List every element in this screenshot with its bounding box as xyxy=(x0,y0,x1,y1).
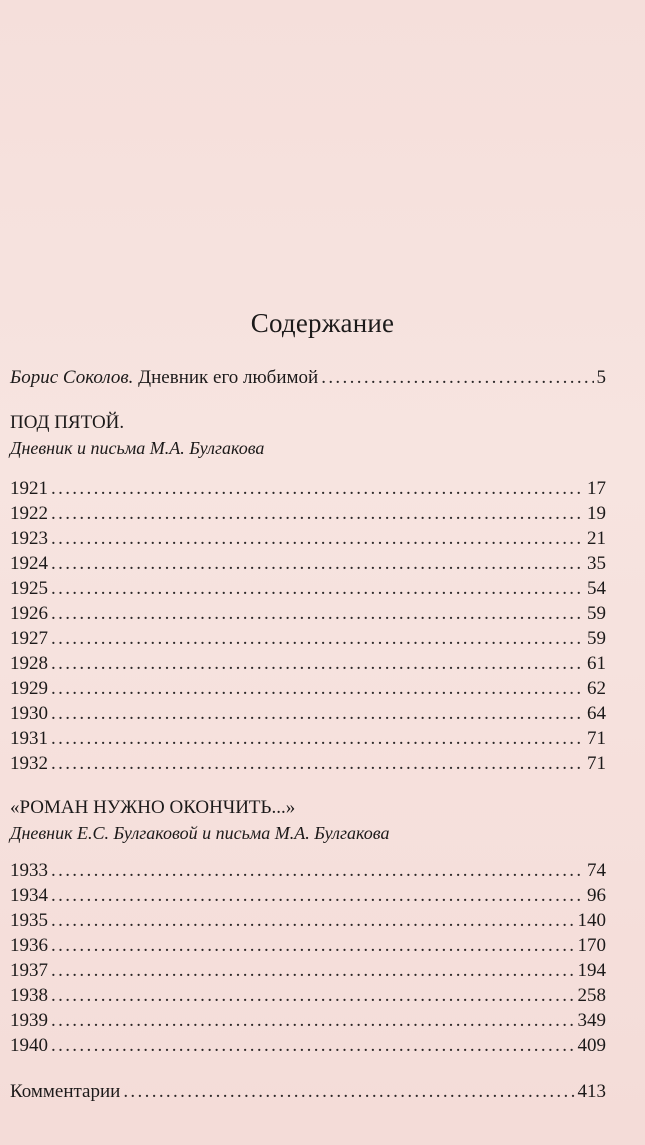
dot-leader xyxy=(51,678,584,700)
toc-entry-year: 1929 xyxy=(10,678,48,699)
intro-author: Борис Соколов. xyxy=(10,367,134,388)
toc-page-number: 35 xyxy=(587,553,606,574)
toc-page-number: 413 xyxy=(577,1081,606,1102)
toc-entry xyxy=(10,528,606,550)
page-title: Содержание xyxy=(250,308,395,338)
toc-entry-year: 1925 xyxy=(10,578,48,599)
toc-entry xyxy=(10,1035,606,1057)
toc-entry xyxy=(10,703,606,725)
toc-entry xyxy=(10,1010,606,1032)
toc-entry-year: 1923 xyxy=(10,528,48,549)
toc-entry xyxy=(10,653,606,675)
toc-entry-comments xyxy=(10,1081,606,1103)
toc-entry xyxy=(10,553,606,575)
toc-page-number: 64 xyxy=(587,703,606,724)
dot-leader xyxy=(51,935,575,957)
toc-page-number: 19 xyxy=(587,503,606,524)
dot-leader xyxy=(51,1035,575,1057)
intro-text: Дневник его любимой xyxy=(133,367,319,388)
dot-leader xyxy=(51,603,584,625)
toc-entry-year: 1936 xyxy=(10,935,48,956)
toc-entry-year: 1924 xyxy=(10,553,48,574)
toc-entry-year: 1926 xyxy=(10,603,48,624)
dot-leader xyxy=(51,860,584,882)
dot-leader xyxy=(51,753,584,775)
toc-page-number: 258 xyxy=(577,985,606,1006)
dot-leader xyxy=(51,553,584,575)
section2-subtitle: Дневник Е.С. Булгаковой и письма М.А. Булгакова xyxy=(10,823,390,843)
toc-page-number: 5 xyxy=(596,367,606,388)
toc-page-number: 21 xyxy=(587,528,606,549)
toc-entry xyxy=(10,753,606,775)
toc-page-number: 194 xyxy=(577,960,606,981)
toc-entry-label: Комментарии xyxy=(10,1081,121,1102)
toc-entry-year: 1934 xyxy=(10,885,48,906)
toc-entry-year: 1937 xyxy=(10,960,48,981)
toc-entry xyxy=(10,678,606,700)
dot-leader xyxy=(51,1010,575,1032)
toc-entry-year: 1939 xyxy=(10,1010,48,1031)
toc-entry-label xyxy=(10,367,318,389)
toc-entry-year: 1931 xyxy=(10,728,48,749)
toc-entry-year: 1940 xyxy=(10,1035,48,1056)
toc-page-number: 349 xyxy=(577,1010,606,1031)
dot-leader xyxy=(51,885,584,907)
toc-entry xyxy=(10,985,606,1007)
dot-leader xyxy=(51,985,575,1007)
toc-entry xyxy=(10,478,606,500)
toc-entry xyxy=(10,578,606,600)
toc-entry-year: 1921 xyxy=(10,478,48,499)
dot-leader xyxy=(51,910,575,932)
toc-page-number: 96 xyxy=(587,885,606,906)
dot-leader xyxy=(51,628,584,650)
toc-entry-year: 1933 xyxy=(10,860,48,881)
toc-page-number: 54 xyxy=(587,578,606,599)
dot-leader xyxy=(51,503,584,525)
toc-page-number: 140 xyxy=(577,910,606,931)
toc-entry-year: 1927 xyxy=(10,628,48,649)
toc-entry xyxy=(10,628,606,650)
toc-entry xyxy=(10,960,606,982)
toc-entry xyxy=(10,603,606,625)
toc-entry-year: 1922 xyxy=(10,503,48,524)
toc-page-number: 59 xyxy=(587,628,606,649)
toc-page-number: 61 xyxy=(587,653,606,674)
dot-leader xyxy=(51,653,584,675)
section1-subtitle: Дневник и письма М.А. Булгакова xyxy=(10,438,265,458)
toc-entry-year: 1938 xyxy=(10,985,48,1006)
toc-entry xyxy=(10,935,606,957)
toc-page-number: 62 xyxy=(587,678,606,699)
toc-entry-year: 1928 xyxy=(10,653,48,674)
section1-title: ПОД ПЯТОЙ. xyxy=(10,412,125,433)
toc-page-number: 71 xyxy=(587,728,606,749)
toc-page-number: 71 xyxy=(587,753,606,774)
dot-leader xyxy=(51,528,584,550)
toc-entry xyxy=(10,503,606,525)
toc-entry xyxy=(10,885,606,907)
toc-page-number: 59 xyxy=(587,603,606,624)
dot-leader xyxy=(123,1081,574,1103)
toc-page-number: 74 xyxy=(587,860,606,881)
toc-entry-intro xyxy=(10,367,606,389)
dot-leader xyxy=(51,728,584,750)
toc-page-number: 409 xyxy=(577,1035,606,1056)
dot-leader xyxy=(321,367,593,389)
toc-page-number: 170 xyxy=(577,935,606,956)
toc-entry xyxy=(10,860,606,882)
toc-entry xyxy=(10,728,606,750)
section2-title: «РОМАН НУЖНО ОКОНЧИТЬ...» xyxy=(10,797,296,818)
dot-leader xyxy=(51,478,584,500)
dot-leader xyxy=(51,578,584,600)
toc-entry-year: 1935 xyxy=(10,910,48,931)
toc-page-number: 17 xyxy=(587,478,606,499)
dot-leader xyxy=(51,703,584,725)
toc-entry xyxy=(10,910,606,932)
toc-entry-year: 1930 xyxy=(10,703,48,724)
toc-entry-year: 1932 xyxy=(10,753,48,774)
dot-leader xyxy=(51,960,575,982)
